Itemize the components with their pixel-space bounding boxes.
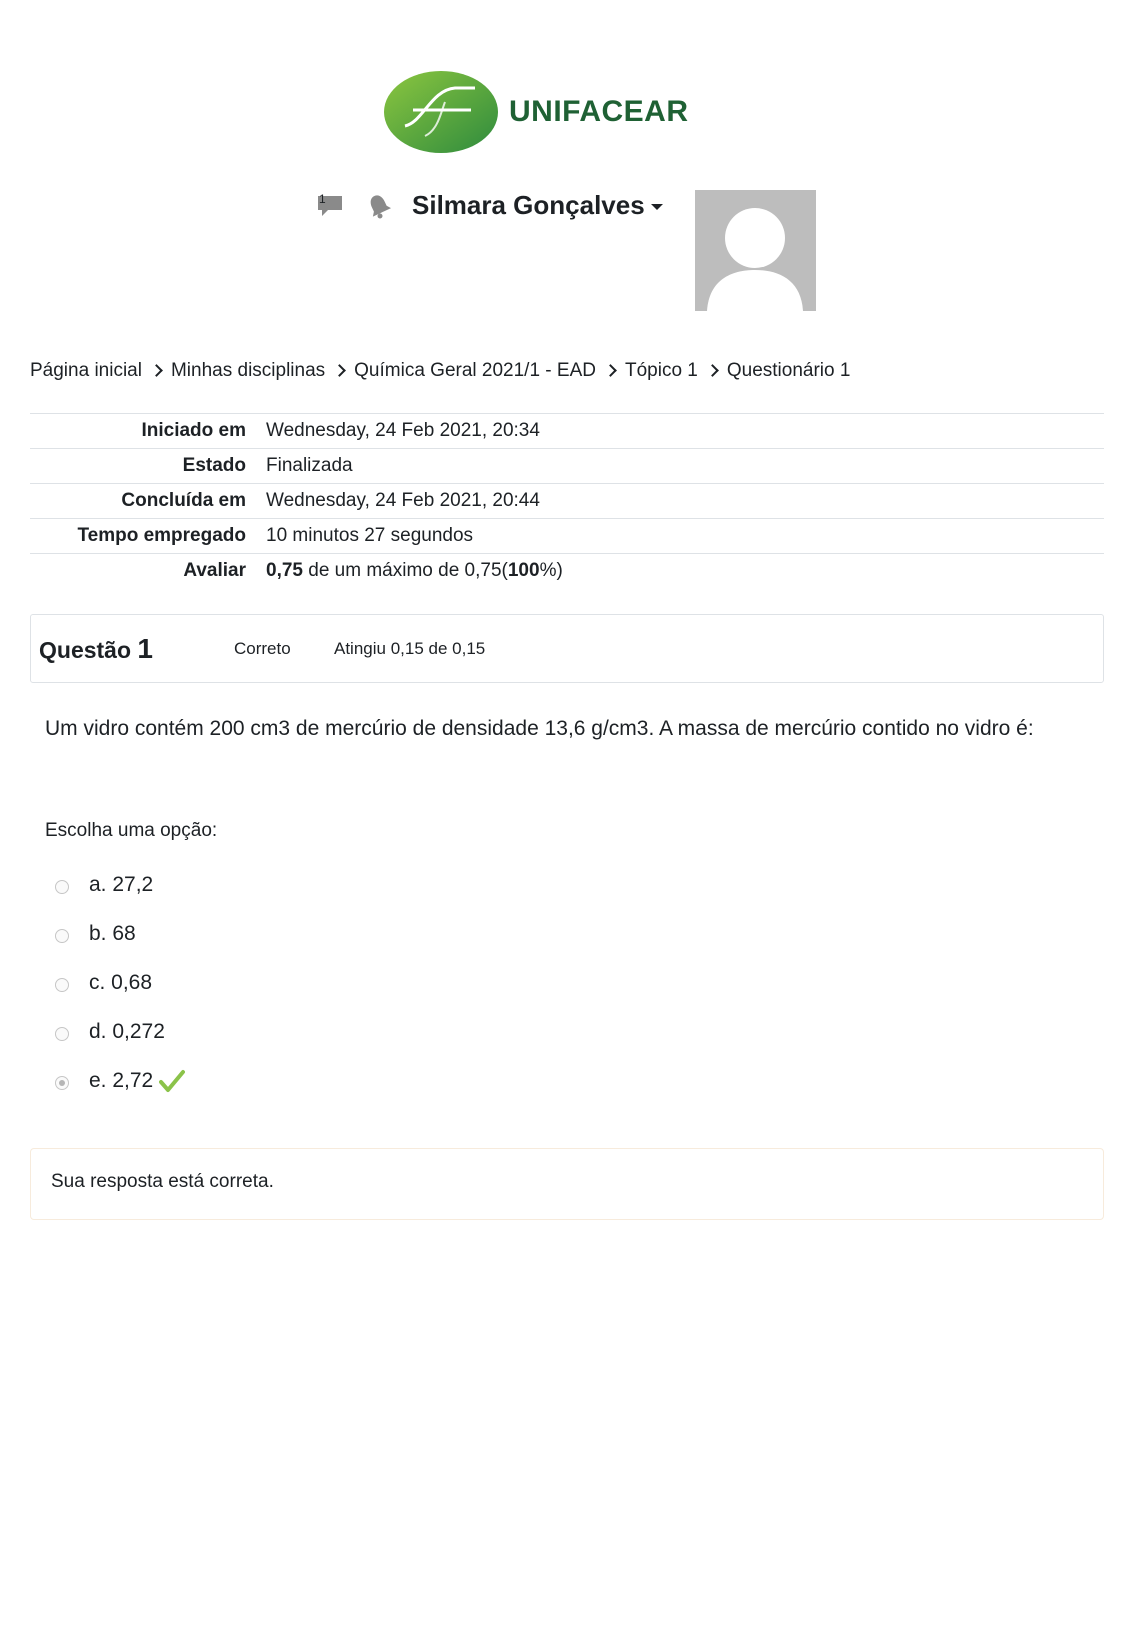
answer-label: c. 0,68 (89, 970, 153, 994)
check-icon (159, 1069, 185, 1093)
answer-label: d. 0,272 (89, 1019, 165, 1043)
answer-option-c[interactable] (55, 958, 185, 1007)
user-navbar (316, 190, 663, 221)
answer-option-a[interactable] (55, 860, 185, 909)
breadcrumb-home[interactable]: Página inicial (30, 360, 142, 381)
summary-value (246, 554, 1104, 589)
chevron-right-icon (604, 364, 617, 377)
summary-row-completed (30, 484, 1104, 519)
bell-icon[interactable] (366, 192, 392, 220)
answer-option-b[interactable] (55, 909, 185, 958)
message-icon[interactable] (316, 192, 344, 220)
logo-mark-icon (383, 70, 499, 154)
radio-icon[interactable] (55, 929, 69, 943)
question-grade: Atingiu 0,15 de 0,15 (334, 638, 486, 658)
user-menu-toggle[interactable] (412, 190, 663, 221)
question-number: 1 (137, 632, 153, 664)
message-count-badge: 1 (319, 191, 326, 206)
radio-icon[interactable] (55, 880, 69, 894)
answer-label: b. 68 (89, 921, 136, 945)
summary-value: 10 minutos 27 segundos (266, 525, 474, 546)
summary-row-time-taken (30, 519, 1104, 554)
radio-icon[interactable] (55, 978, 69, 992)
answer-options (55, 860, 185, 1105)
chevron-right-icon (333, 364, 346, 377)
breadcrumb-quiz[interactable]: Questionário 1 (726, 360, 851, 381)
chevron-right-icon (150, 364, 163, 377)
user-name: Silmara Gonçalves (412, 190, 645, 220)
grade-percent: 100 (507, 560, 540, 581)
grade-score: 0,75 (266, 560, 303, 581)
radio-icon[interactable] (55, 1027, 69, 1041)
feedback-text: Sua resposta está correta. (51, 1171, 274, 1192)
summary-value: Finalizada (266, 455, 353, 476)
chevron-right-icon (706, 364, 719, 377)
breadcrumb-topic[interactable]: Tópico 1 (624, 360, 698, 381)
summary-value: Wednesday, 24 Feb 2021, 20:34 (266, 420, 540, 441)
user-silhouette-icon (695, 190, 816, 311)
site-logo[interactable] (383, 70, 689, 154)
breadcrumb (30, 360, 850, 382)
answer-prompt: Escolha uma opção: (45, 820, 218, 841)
caret-down-icon (651, 204, 663, 210)
summary-label: Concluída em (121, 490, 246, 511)
grade-end: %) (539, 560, 563, 581)
grade-middle: de um máximo de 0,75( (302, 560, 508, 581)
summary-label: Tempo empregado (77, 525, 246, 546)
question-text: Um vidro contém 200 cm3 de mercúrio de densidade 13,6 g/cm3. A massa de mercúrio contido no vidro é: (45, 717, 1034, 740)
answer-label: a. 27,2 (89, 872, 154, 896)
feedback-box (30, 1148, 1104, 1220)
brand-name: UNIFACEAR (509, 95, 689, 128)
summary-label: Avaliar (183, 560, 246, 581)
answer-label: e. 2,72 (89, 1068, 154, 1092)
question-info (30, 614, 1104, 683)
attempt-summary-table (30, 413, 1104, 588)
summary-row-started (30, 414, 1104, 449)
question-title (39, 633, 234, 665)
summary-value: Wednesday, 24 Feb 2021, 20:44 (266, 490, 540, 511)
question-label: Questão (39, 636, 132, 663)
question-state: Correto (234, 638, 291, 658)
breadcrumb-course[interactable]: Química Geral 2021/1 - EAD (354, 360, 596, 381)
summary-row-grade (30, 554, 1104, 589)
radio-icon[interactable] (55, 1076, 69, 1090)
avatar[interactable] (695, 190, 816, 311)
summary-label: Estado (182, 455, 246, 476)
summary-row-state (30, 449, 1104, 484)
answer-option-e[interactable] (55, 1056, 185, 1105)
breadcrumb-my-courses[interactable]: Minhas disciplinas (170, 360, 326, 381)
summary-label: Iniciado em (141, 420, 246, 441)
answer-option-d[interactable] (55, 1007, 185, 1056)
